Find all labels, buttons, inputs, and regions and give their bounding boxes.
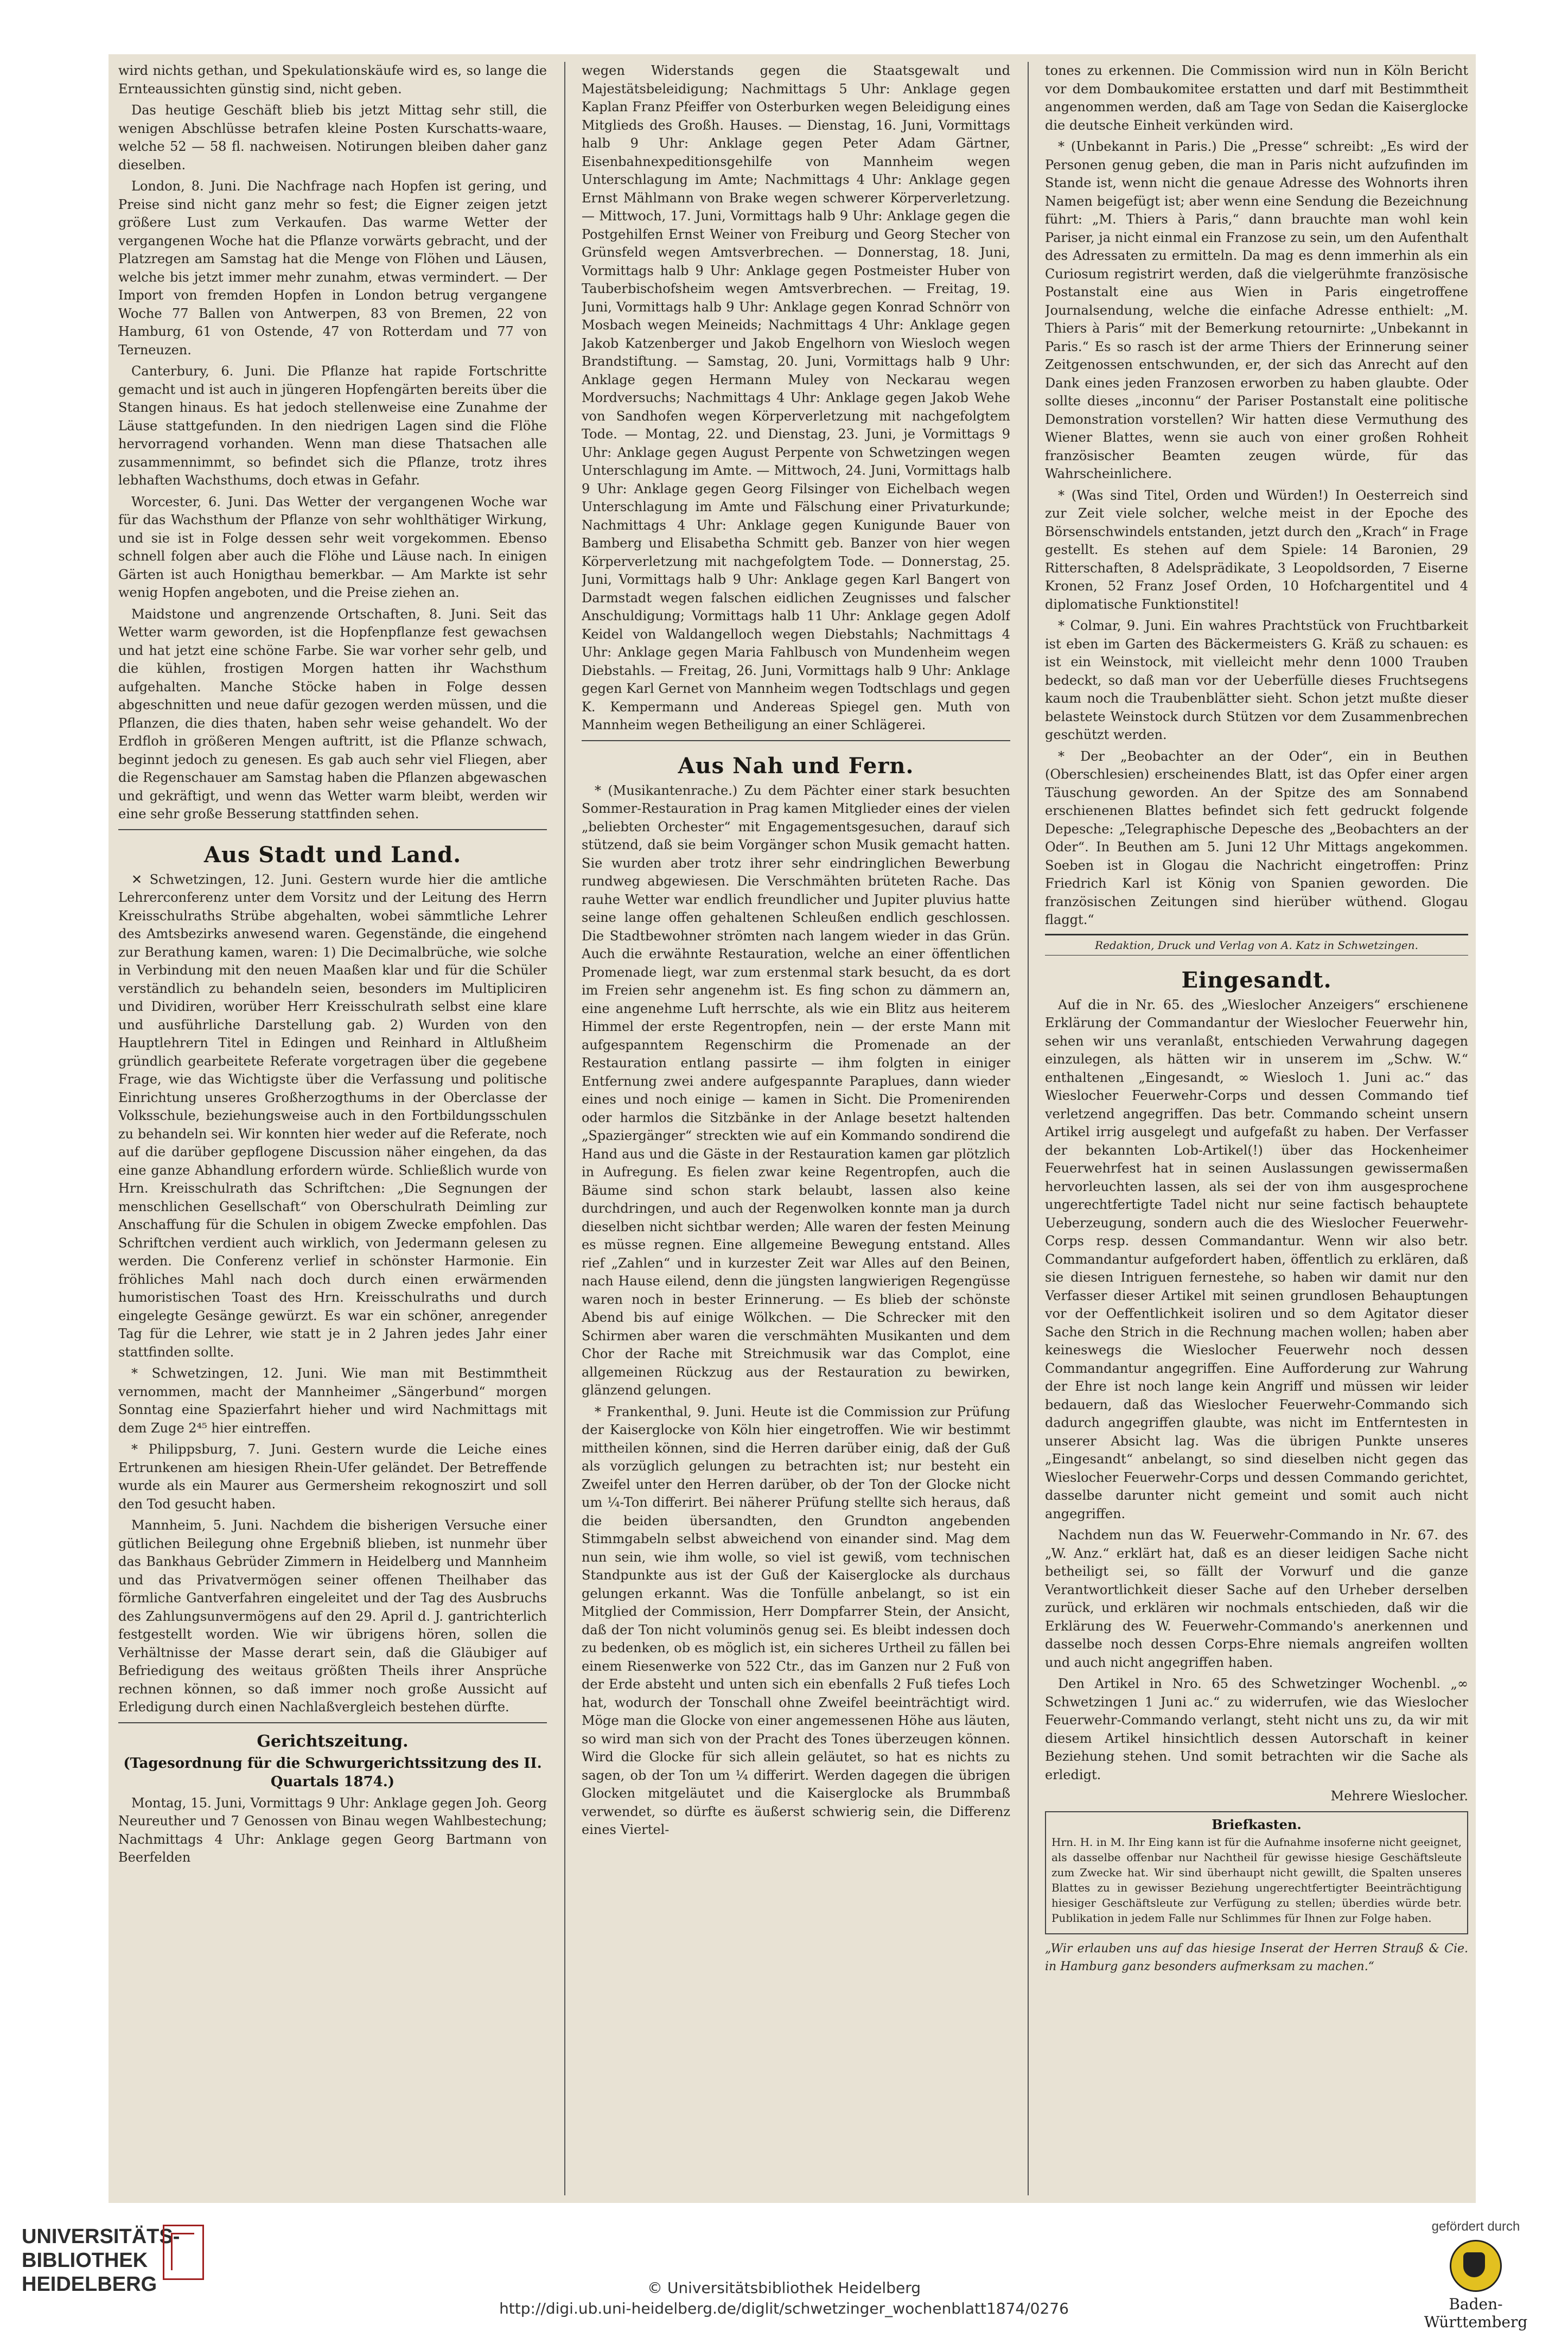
section-title: Eingesandt.	[1181, 967, 1332, 993]
permalink[interactable]: http://digi.ub.uni-heidelberg.de/diglit/schwetzinger_wochenblatt1874/0276	[499, 2300, 1069, 2317]
footer	[0, 2208, 1568, 2331]
article-paragraph: Auf die in Nr. 65. des „Wieslocher Anzeigers“ erschienene Erklärung der Commandantur der Wieslocher Feuerwehr hin, sehen wir uns veranlaßt, entschieden Verwahrung dagegen einzulegen, als hätten wir in unserem im „Schw. W.“ enthaltenen „Eingesandt, ∞ Wiesloch 1. Juni ac.“ das Wieslocher Feuerwehr-Corps und dessen Commando tief verletzend angegriffen. Das betr. Commando scheint unsern Artikel irrig ausgelegt und aufgefaßt zu haben. Der Verfasser der bekannten Lob-Artikel(!) über das Hockenheimer Feuerwehrfest hat in seinen Auslassungen gewissermaßen hervorleuchten lassen, als sei der von ihm ausgesprochene ungerechtfertigte Tadel nicht nur seine factisch behauptete Ueberzeugung, sondern auch die des Wieslocher Feuerwehr-Corps resp. dessen Commandantur. Wenn wir also betr. Commandantur aufgefordert haben, öffentlich zu erklären, daß sie diesen Intriguen fernestehe, so haben wir damit nur den Verfasser dieser Artikel mit seinen grundlosen Behauptungen vor der Oeffentlichkeit isoliren und so dem Agitator dieser Sache den Strich in die Rechnung machen wollen; haben aber keineswegs die Wieslocher Feuerwehr noch dessen Commandantur angegriffen. Eine Aufforderung zur Wahrung der Ehre ist noch lange kein Angriff und müssen wir leider bedauern, daß das Wieslocher Feuerwehr-Commando sich dadurch angegriffen glaubte, was nicht im Entferntesten in unserer Absicht lag. Was die übrigen Punkte unseres „Eingesandt“ anbelangt, so sind dieselben nicht gegen das Wieslocher Feuerwehr-Corps und dessen Commando gerichtet, dasselbe darunter nicht gemeint und somit auch nicht angegriffen.	[1045, 997, 1468, 1521]
section-title: Gerichtszeitung.	[257, 1731, 409, 1751]
article-paragraph: Worcester, 6. Juni. Das Wetter der vergangenen Woche war für das Wachsthum der Pflanze von sehr wohlthätiger Wirkung, und sie ist in Folge dessen sehr weit vorgekommen. Ebenso schnell folgen aber auch die Flöhe und Läuse nach. In einigen Gärten ist auch Honigthau bemerkbar. — Am Markte ist sehr wenig Hopfen angeboten, und die Preise ziehen an.	[118, 494, 547, 600]
column-3	[1045, 62, 1468, 2195]
signature: Mehrere Wieslocher.	[1330, 1788, 1468, 1804]
sponsor-label: gefördert durch	[1431, 2219, 1520, 2234]
library-name-line: HEIDELBERG	[22, 2273, 157, 2296]
copyright: © Universitätsbibliothek Heidelberg	[647, 2279, 921, 2297]
article-paragraph: * Philippsburg, 7. Juni. Gestern wurde die Leiche eines Ertrunkenen am hiesigen Rhein-Ufer geländet. Der Betreffende wurde als ein Maurer aus Germersheim rekognoszirt und soll den Tod gesucht haben.	[118, 1442, 547, 1512]
imprint-rule	[1045, 955, 1468, 956]
newspaper-page	[109, 54, 1476, 2203]
article-paragraph: Canterbury, 6. Juni. Die Pflanze hat rapide Fortschritte gemacht und ist auch in jüngeren Hopfengärten bereits über die Stangen hinaus. Es hat jedoch stellenweise eine Zunahme der Läuse stattgefunden. In den niedrigen Lagen sind die Flöhe hervorragend vorhanden. Wenn man diese Thatsachen alle zusammennimmt, so befindet sich die Pflanze, trotz ihres lebhaften Wachsthums, doch etwas in Gefahr.	[118, 364, 547, 488]
section-title: Aus Nah und Fern.	[678, 753, 914, 779]
column-1	[118, 62, 547, 2195]
column-divider	[564, 62, 565, 2195]
article-paragraph: Montag, 15. Juni, Vormittags 9 Uhr: Anklage gegen Joh. Georg Neureuther und 7 Genossen von Binau wegen Wahlbestechung; Nachmittags 4 Uhr: Anklage gegen Georg Bartmann von Beerfelden	[118, 1795, 547, 1865]
article-paragraph: Den Artikel in Nro. 65 des Schwetzinger Wochenbl. „∞ Schwetzingen 1 Juni ac.“ zu widerrufen, wie das Wieslocher Feuerwehr-Commando verlangt, steht nicht uns zu, da wir mit diesem Artikel hinsichtlich dessen Autorschaft in keiner Beziehung stehen. Und somit betrachten wir die Sache als erledigt.	[1045, 1676, 1468, 1782]
court-agenda-heading: (Tagesordnung für die Schwurgerichtssitzung des II. Quartals 1874.)	[123, 1755, 542, 1790]
article-paragraph: ✕ Schwetzingen, 12. Juni. Gestern wurde hier die amtliche Lehrerconferenz unter dem Vorsitz und der Leitung des Herrn Kreisschulraths Strübe abgehalten, wobei sämmtliche Lehrer des Amtsbezirks anwesend waren. Gegenstände, die eingehend zur Berathung kamen, waren: 1) Die Decimalbrüche, wie solche in Verbindung mit den neuen Maaßen klar und für die Schüler verständlich zu behandeln seien, besonders im Multipliciren und Dividiren, worüber Herr Kreisschulrath selbst eine klare und ausführliche Darstellung gab. 2) Wurden von den Hauptlehrern Titel in Edingen und Reinhard in Altlußheim gründlich gearbeitete Referate vorgetragen über die gegebene Frage, wie das Wichtigste über die Verfassung und politische Einrichtung unseres Großherzogthums in der Oberclasse der Volksschule, beziehungsweise auch in den Fortbildungsschulen zu behandeln sei. Wir konnten hier weder auf die Referate, noch auf die darüber gepflogene Discussion näher eingehen, da das eine ganze Abhandlung erfordern würde. Schließlich wurde von Hrn. Kreisschulrath das Schriftchen: „Die Segnungen der menschlichen Gesellschaft“ von Oberschulrath Deimling zur Anschaffung für die Schulen in obigem Zwecke empfohlen. Das Schriftchen verdient auch wirklich, von Jedermann gelesen zu werden. Die Conferenz verlief in schönster Harmonie. Ein fröhliches Mahl nach doch durch einen erwärmenden humoristischen Toast des Hrn. Kreisschulraths und durch eingelegte Gesänge gewürzt. Es war ein schöner, anregender Tag für die Lehrer, wie statt je in 2 Jahren jedes Jahr einer stattfinden sollte.	[118, 871, 547, 1360]
article-paragraph: Das heutige Geschäft blieb bis jetzt Mittag sehr still, die wenigen Abschlüsse betrafen kleine Posten Kurschatts-waare, welche 52 — 58 fl. nachweisen. Notirungen bleiben daher ganz dieselben.	[118, 103, 547, 173]
column-divider	[1028, 62, 1029, 2195]
sponsor[interactable]	[1405, 2219, 1546, 2331]
letterbox	[1045, 1811, 1468, 1934]
article-paragraph: * Schwetzingen, 12. Juni. Wie man mit Bestimmtheit vernommen, macht der Mannheimer „Sängerbund“ morgen Sonntag eine Spazierfahrt hieher und wird Nachmittags mit dem Zuge 2⁴⁵ hier eintreffen.	[118, 1366, 547, 1436]
section-rule	[582, 740, 1010, 741]
library-name-line: BIBLIOTHEK	[22, 2249, 148, 2272]
article-paragraph: * (Unbekannt in Paris.) Die „Presse“ schreibt: „Es wird der Personen genug geben, die man in Paris nicht aufzufinden im Stande ist, wenn nicht die genaue Adresse des Wohnorts ihren Namen beigefügt ist; aber wenn eine Sendung die Bezeichnung führt: „M. Thiers à Paris,“ dann brauchte man wohl kein Pariser, ja nicht einmal ein Franzose zu sein, um den Aufenthalt des Adressaten zu ermitteln. Da mag es denn immerhin als ein Curiosum registrirt werden, daß die vielgerühmte französische Postanstalt eine aus Wien in Paris eingetroffene Journalsendung, welche die einfache Adresse enthielt: „M. Thiers à Paris“ mit der Bemerkung retournirte: „Unbekannt in Paris.“ Es so rasch ist der arme Thiers der Erinnerung seiner Zeitgenossen entschwunden, er, der sich das Anrecht auf den Dank eines jeden Franzosen erworben zu haben glaubte. Oder sollte dieses „inconnu“ der Pariser Postanstalt eine politische Demonstration vorstellen? Wir hatten diese Vermuthung des Wiener Blattes, wenn sie auch von einer großen Rohheit französischer Beamten zeugen würde, für das Wahrscheinlichere.	[1045, 139, 1468, 481]
section-title: Aus Stadt und Land.	[203, 842, 462, 868]
ad-notice: „Wir erlauben uns auf das hiesige Inserat der Herren Strauß & Cie. in Hamburg ganz besonders aufmerksam zu machen.“	[1045, 1941, 1468, 1973]
article-paragraph: * Frankenthal, 9. Juni. Heute ist die Commission zur Prüfung der Kaiserglocke von Köln hier eingetroffen. Wie wir bestimmt mittheilen können, sind die Herren darüber einig, daß der Guß als vorzüglich gelungen zu betrachten ist; nur besteht ein Zweifel unter den Herren darüber, ob der Ton der Glocke nicht um ¼-Ton differirt. Bei näherer Prüfung stellte sich heraus, daß die beiden übersandten, den Grundton angebenden Stimmgabeln selbst abweichend von einander sind. Mag dem nun sein, wie ihm wolle, so viel ist gewiß, vom technischen Standpunkte aus ist der Guß der Kaiserglocke als durchaus gelungen erkannt. Was die Tonfülle anbelangt, so ist ein Mitglied der Commission, Herr Dompfarrer Stein, der Ansicht, daß der Ton nicht voluminös genug sei. Es bleibt indessen doch zu bedenken, ob es möglich ist, ein sicheres Urtheil zu fällen bei einem Riesenwerke von 522 Ctr., das im Ganzen nur 2 Fuß von der Erde absteht und unten sich ein ebenfalls 2 Fuß tiefes Loch hat, wodurch der Tonschall ohne Zweifel beeinträchtigt wird. Möge man die Glocke von einer angemessenen Höhe aus läuten, so wird man sich von der Pracht des Tones überzeugen können. Wird die Glocke für sich allein geläutet, so hat es nichts zu sagen, ob der Ton um ¼ differirt. Werden dagegen die übrigen Glocken mitgeläutet und die Kaiserglocke als Brummbaß verwendet, so dürfte es äußerst schwierig sein, die Differenz eines Viertel-	[582, 1404, 1010, 1837]
article-paragraph: wird nichts gethan, und Spekulationskäufe wird es, so lange die Ernteaussichten günstig sind, nicht geben.	[118, 63, 547, 97]
article-paragraph: Mannheim, 5. Juni. Nachdem die bisherigen Versuche einer gütlichen Beilegung ohne Ergebniß blieben, ist nunmehr über das Bankhaus Gebrüder Zimmern in Heidelberg und Mannheim und das Privatvermögen seiner offenen Theilhaber das förmliche Gantverfahren eingeleitet und der Tag des Ausbruchs des Zahlungsunvermögens auf den 29. April d. J. gantrichterlich festgestellt worden. Wie wir übrigens hören, sollen die Verhältnisse der Masse derart sein, daß die Gläubiger auf Befriedigung des weitaus größten Theils ihrer Ansprüche rechnen können, so daß immer noch große Aussicht auf Erledigung durch einen Nachlaßvergleich bestehen dürfte.	[118, 1518, 547, 1715]
imprint-rule	[1045, 934, 1468, 935]
library-mark-icon	[163, 2225, 204, 2280]
article-paragraph: London, 8. Juni. Die Nachfrage nach Hopfen ist gering, und Preise sind nicht ganz mehr so fest; die Eigner zeigen jetzt größere Lust zum Verkaufen. Das warme Wetter der vergangenen Woche hat die Pflanze vorwärts gebracht, und der Platzregen am Samstag hat die Menge von Flöhen und Läusen, welche bis jetzt immer mehr zunahm, etwas vermindert. — Der Import von fremden Hopfen in London betrug vergangene Woche 77 Ballen von Antwerpen, 83 von Bremen, 22 von Hamburg, 61 von Ostende, 47 von Rotterdam und 77 von Terneuzen.	[118, 179, 547, 358]
article-paragraph: * (Musikantenrache.) Zu dem Pächter einer stark besuchten Sommer-Restauration in Prag kamen Mitglieder eines der vielen „beliebten Orchester“ mit Engagementsgesuchen, darauf sich stützend, daß sie beim Vorgänger schon Musik gemacht hatten. Sie wurden aber trotz ihrer sehr eindringlichen Bewerbung rundweg abgewiesen. Die Verschmähten brüteten Rache. Das rauhe Wetter war endlich freundlicher und Jupiter pluvius hatte seine lange offen gehaltenen Schleußen endlich geschlossen. Die Stadtbewohner strömten nach langem wieder in das Grün. Auch die erwähnte Restauration, welche an einer öffentlichen Promenade liegt, war zum erstenmal stark besucht, da es dort im Freien sehr angenehm ist. Es fing schon zu dämmern an, eine angenehme Luft herrschte, als wie ein Blitz aus heiterem Himmel der erste Regentropfen, nein — der erste Mann mit aufgespanntem Regenschirm die Promenade an der Restauration entlang passirte — ihm folgten in einiger Entfernung zwei andere aufgespannte Paraplues, dann wieder eines und noch einige — kamen in Sicht. Die Promenirenden oder harmlos die Sitzbänke in der Anlage besetzt haltenden „Spaziergänger“ streckten wie auf ein Kommando sondirend die Hand aus und die Gäste in der Restauration kamen gar plötzlich in Aufregung. Es fielen zwar keine Regentropfen, auch die Bäume sind schon stark belaubt, lassen also keine durchdringen, und auch der Regenwolken konnte man ja durch dieselben nicht sichtbar werden; Alle waren der festen Meinung es müsse regnen. Eine allgemeine Bewegung entstand. Alles rief „Zahlen“ und in kurzester Zeit war Alles auf den Beinen, nach Hause eilend, denn die jüngsten langwierigen Regengüsse waren noch in bester Erinnerung. — Es blieb der schönste Abend bis auf einige Wölkchen. — Die Schrecker mit den Schirmen aber waren die verschmähten Musikanten und dem Chor der Rache mit Streichmusik war das Complot, eine allgemeinen Rückzug aus der Restauration zu bewirken, glänzend gelungen.	[582, 782, 1010, 1398]
article-paragraph: Nachdem nun das W. Feuerwehr-Commando in Nr. 67. des „W. Anz.“ erklärt hat, daß es an dieser leidigen Sache nicht betheiligt sei, so fällt der Vorwurf und die ganze Verantwortlichkeit dieser Sache auf den Urheber derselben zurück, und erklären wir nochmals entschieden, daß wir die Erklärung des W. Feuerwehr-Commando's anerkennen und dasselbe noch dessen Corps-Ehre niemals angreifen wollten und auch nicht angegriffen haben.	[1045, 1527, 1468, 1670]
state-seal-icon	[1450, 2240, 1502, 2292]
article-paragraph: wegen Widerstands gegen die Staatsgewalt und Majestätsbeleidigung; Nachmittags 5 Uhr: Anklage gegen Kaplan Franz Pfeiffer von Osterburken wegen Beleidigung eines Mitglieds des Großh. Hauses. — Dienstag, 16. Juni, Vormittags halb 9 Uhr: Anklage gegen Peter Adam Gärtner, Eisenbahnexpeditionsgehilfe von Mannheim wegen Unterschlagung im Amte; Nachmittags 4 Uhr: Anklage gegen Ernst Mählmann von Brake wegen schwerer Körperverletzung. — Mittwoch, 17. Juni, Vormittags halb 9 Uhr: Anklage gegen die Postgehilfen Ernst Weiner von Freiburg und Georg Stecher von Grünsfeld wegen Amtsverbrechen. — Donnerstag, 18. Juni, Vormittags halb 9 Uhr: Anklage gegen Postmeister Huber von Tauberbischofsheim wegen Amtsverbrechen. — Freitag, 19. Juni, Vormittags halb 9 Uhr: Anklage gegen Konrad Schnörr von Mosbach wegen Meineids; Nachmittags 4 Uhr: Anklage gegen Jakob Katzenberger und Jakob Engelhorn von Wiesloch wegen Brandstiftung. — Samstag, 20. Juni, Vormittags halb 9 Uhr: Anklage gegen Hermann Muley von Neckarau wegen Mordversuchs; Nachmittags 4 Uhr: Anklage gegen Jakob Wehe von Sandhofen wegen Körperverletzung mit nachgefolgtem Tode. — Montag, 22. und Dienstag, 23. Juni, je Vormittags 9 Uhr: Anklage gegen August Perpente von Schwetzingen wegen Unterschlagung im Amte. — Mittwoch, 24. Juni, Vormittags halb 9 Uhr: Anklage gegen Georg Filsinger von Eichelbach wegen Unterschlagung im Amte und Fälschung einer Privaturkunde; Nachmittags 4 Uhr: Anklage gegen Kunigunde Bauer von Bamberg und Elisabetha Schmitt geb. Banzer von hier wegen Körperverletzung mit nachgefolgtem Tode. — Donnerstag, 25. Juni, Vormittags halb 9 Uhr: Anklage gegen Karl Bangert von Darmstadt wegen falschen eidlichen Zeugnisses und falscher Anschuldigung; Vormittags halb 11 Uhr: Anklage gegen Adolf Keidel von Waldangelloch wegen Diebstahls; Nachmittags 4 Uhr: Anklage gegen Maria Fahlbusch von Mundenheim wegen Diebstahls. — Freitag, 26. Juni, Vormittags halb 9 Uhr: Anklage gegen Karl Gernet von Mannheim wegen Todtschlags und gegen K. Kempermann und Andereas Spiegel gen. Muth von Mannheim wegen Betheiligung an einer Schlägerei.	[582, 63, 1010, 733]
letterbox-title: Briefkasten.	[1212, 1816, 1302, 1832]
section-rule	[118, 1722, 547, 1723]
sponsor-name: Baden-Württemberg	[1424, 2295, 1528, 2331]
imprint: Redaktion, Druck und Verlag von A. Katz in Schwetzingen.	[1094, 938, 1418, 952]
library-name-line: UNIVERSITÄTS-	[22, 2225, 180, 2248]
section-rule	[118, 829, 547, 830]
article-paragraph: Maidstone und angrenzende Ortschaften, 8. Juni. Seit das Wetter warm geworden, ist die Hopfenpflanze fest gewachsen und hat jetzt eine schöne Farbe. Sie war vorher sehr gelb, und die kühlen, frostigen Morgen hatten ihr Wachsthum aufgehalten. Manche Stöcke haben in Folge dessen abgeschnitten und neue dafür gezogen werden müssen, und die Pflanzen, die dies thaten, haben sehr weise gehandelt. Wo der Erdfloh in größeren Mengen auftritt, ist die Pflanze schwach, beginnt jedoch zu genesen. Es gab auch sehr viel Fliegen, aber die Regenschauer am Samstag haben die Pflanzen abgewaschen und gekräftigt, und wenn das Wetter warm bleibt, werden wir eine sehr große Besserung stattfinden sehen.	[118, 606, 547, 821]
article-paragraph: tones zu erkennen. Die Commission wird nun in Köln Bericht vor dem Dombaukomitee erstatten und darf mit Bestimmtheit angenommen werden, daß am Tage von Sedan die Kaiserglocke die deutsche Einheit verkünden wird.	[1045, 63, 1468, 133]
letterbox-text: Hrn. H. in M. Ihr Eing kann ist für die Aufnahme insoferne nicht geeignet, als dasselbe offenbar nur Nachtheil für gewisse hiesige Geschäftsleute zum Zwecke hat. Wir sind überhaupt nicht gewillt, die Spalten unseres Blattes zu in gewisser Beziehung ungerechtfertigter Beeinträchtigung hiesiger Geschäftsleute zur Verfügung zu stellen; überdies würde betr. Publikation in jedem Falle nur Schlimmes für Ihnen zur Folge haben.	[1051, 1835, 1462, 1925]
article-paragraph: * (Was sind Titel, Orden und Würden!) In Oesterreich sind zur Zeit viele solcher, welche meist in der Epoche des Börsenschwindels entstanden, jetzt durch den „Krach“ in Frage gestellt. Es stehen auf dem Spiele: 14 Baronien, 29 Ritterschaften, 8 Adelsprädikate, 3 Leopoldsorden, 7 Eiserne Kronen, 52 Franz Josef Orden, 10 Hofchargentitel und 4 diplomatische Funktionstitel!	[1045, 487, 1468, 612]
column-2	[582, 62, 1010, 2195]
article-paragraph: * Der „Beobachter an der Oder“, ein in Beuthen (Oberschlesien) erscheinendes Blatt, ist das Opfer einer argen Täuschung geworden. An der Spitze des am Sonnabend erschienenen Blattes befindet sich fett gedruckt folgende Depesche: „Telegraphische Depesche des „Beobachters an der Oder“. In Beuthen am 5. Juni 12 Uhr Mittags angekommen. Soeben ist in Glogau die Nachricht eingetroffen: Prinz Friedrich Karl ist König von Spanien geworden. Die französischen Zeitungen sind hierüber wüthend. Glogau flaggt.“	[1045, 748, 1468, 927]
article-paragraph: * Colmar, 9. Juni. Ein wahres Prachtstück von Fruchtbarkeit ist eben im Garten des Bäckermeisters G. Kräß zu schauen: es ist ein Weinstock, mit vielleicht mehr denn 1000 Trauben bedeckt, so daß man vor der Ueberfülle dieses Fruchtsegens kaum noch die Traubenblätter sieht. Schon jetzt mußte dieser belastete Weinstock durch Stützen vor dem Zusammenbrechen geschützt werden.	[1045, 618, 1468, 742]
